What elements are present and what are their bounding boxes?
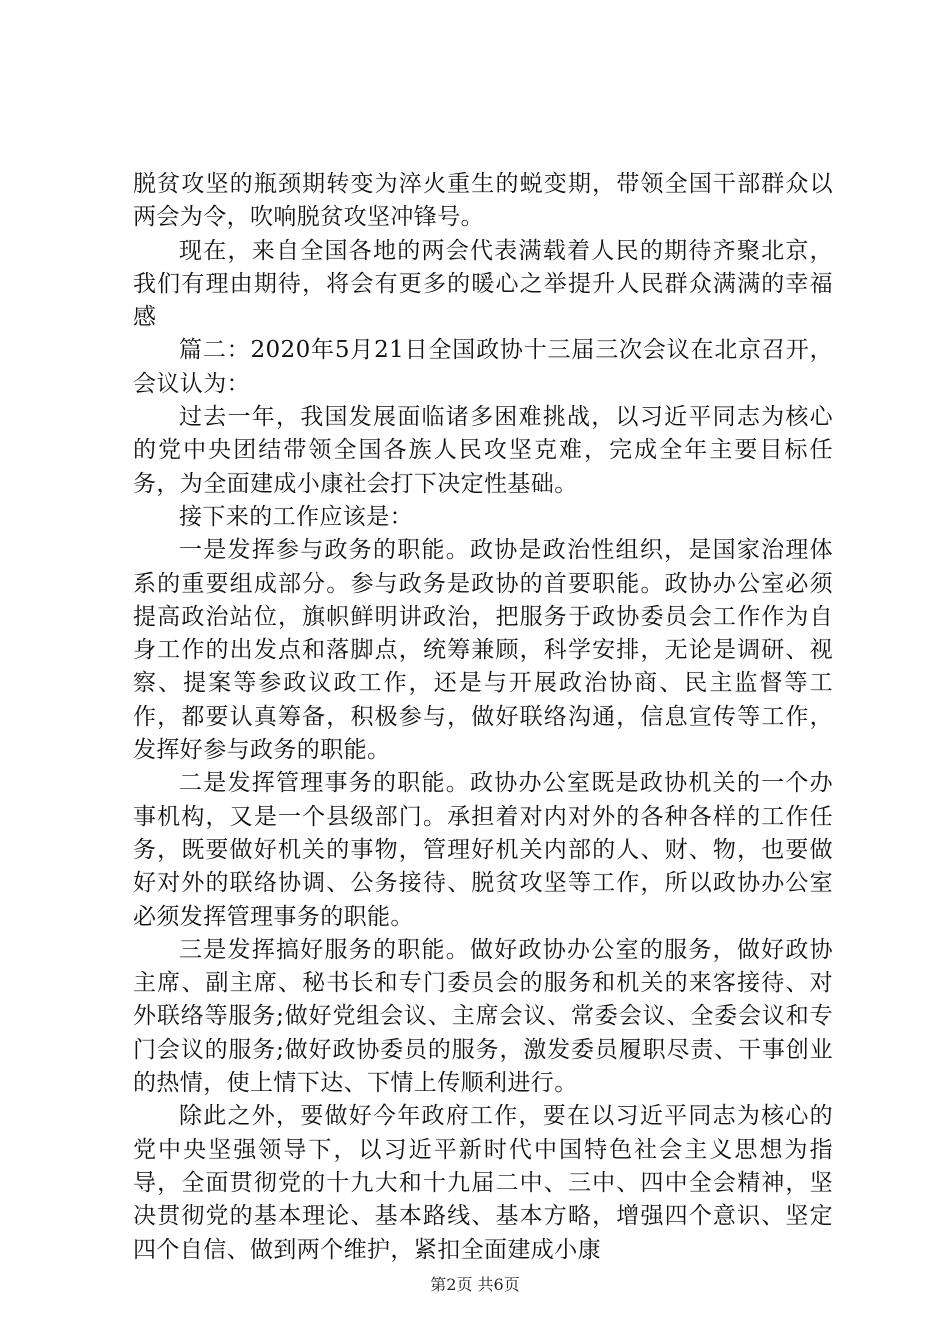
paragraph: 二是发挥管理事务的职能。政协办公室既是政协机关的一个办事机构，又是一个县级部门。承担着对内对外的各种各样的工作任务，既要做好机关的事物，管理好机关内部的人、财、物，也要做好对外的联络协调、公务接待、脱贫攻坚等工作，所以政协办公室必须发挥管理事务的职能。: [133, 770, 833, 930]
paragraph: 过去一年，我国发展面临诸多困难挑战，以习近平同志为核心的党中央团结带领全国各族人民攻坚克难，完成全年主要目标任务，为全面建成小康社会打下决定性基础。: [133, 404, 833, 497]
paragraph: 除此之外，要做好今年政府工作，要在以习近平同志为核心的党中央坚强领导下，以习近平新时代中国特色社会主义思想为指导，全面贯彻党的十九大和十九届二中、三中、四中全会精神，坚决贯彻党的基本理论、基本路线、基本方略，增强四个意识、坚定四个自信、做到两个维护，紧扣全面建成小康: [133, 1103, 833, 1263]
paragraph: 篇二：2020年5月21日全国政协十三届三次会议在北京召开，会议认为：: [133, 337, 833, 397]
paragraph: 脱贫攻坚的瓶颈期转变为淬火重生的蜕变期，带领全国干部群众以两会为令，吹响脱贫攻坚冲锋号。: [133, 171, 833, 231]
page-footer: [0, 1275, 950, 1295]
paragraph: 三是发挥搞好服务的职能。做好政协办公室的服务，做好政协主席、副主席、秘书长和专门委员会的服务和机关的来客接待、对外联络等服务;做好党组会议、主席会议、常委会议、全委会议和专门会议的服务;做好政协委员的服务，激发委员履职尽责、干事创业的热情，使上情下达、下情上传顺利进行。: [133, 936, 833, 1097]
paragraph: 一是发挥参与政务的职能。政协是政治性组织，是国家治理体系的重要组成部分。参与政务是政协的首要职能。政协办公室必须提高政治站位，旗帜鲜明讲政治，把服务于政协委员会工作作为自身工作的出发点和落脚点，统筹兼顾，科学安排，无论是调研、视察、提案等参政议政工作，还是与开展政治协商、民主监督等工作，都要认真筹备，积极参与，做好联络沟通，信息宣传等工作，发挥好参与政务的职能。: [133, 537, 833, 764]
document-body: [133, 168, 833, 1267]
paragraph: 现在，来自全国各地的两会代表满载着人民的期待齐聚北京，我们有理由期待，将会有更多的暖心之举提升人民群众满满的幸福感: [133, 237, 833, 331]
paragraph: 接下来的工作应该是：: [179, 503, 413, 530]
page-number-label: 第2页 共6页: [430, 1275, 520, 1294]
